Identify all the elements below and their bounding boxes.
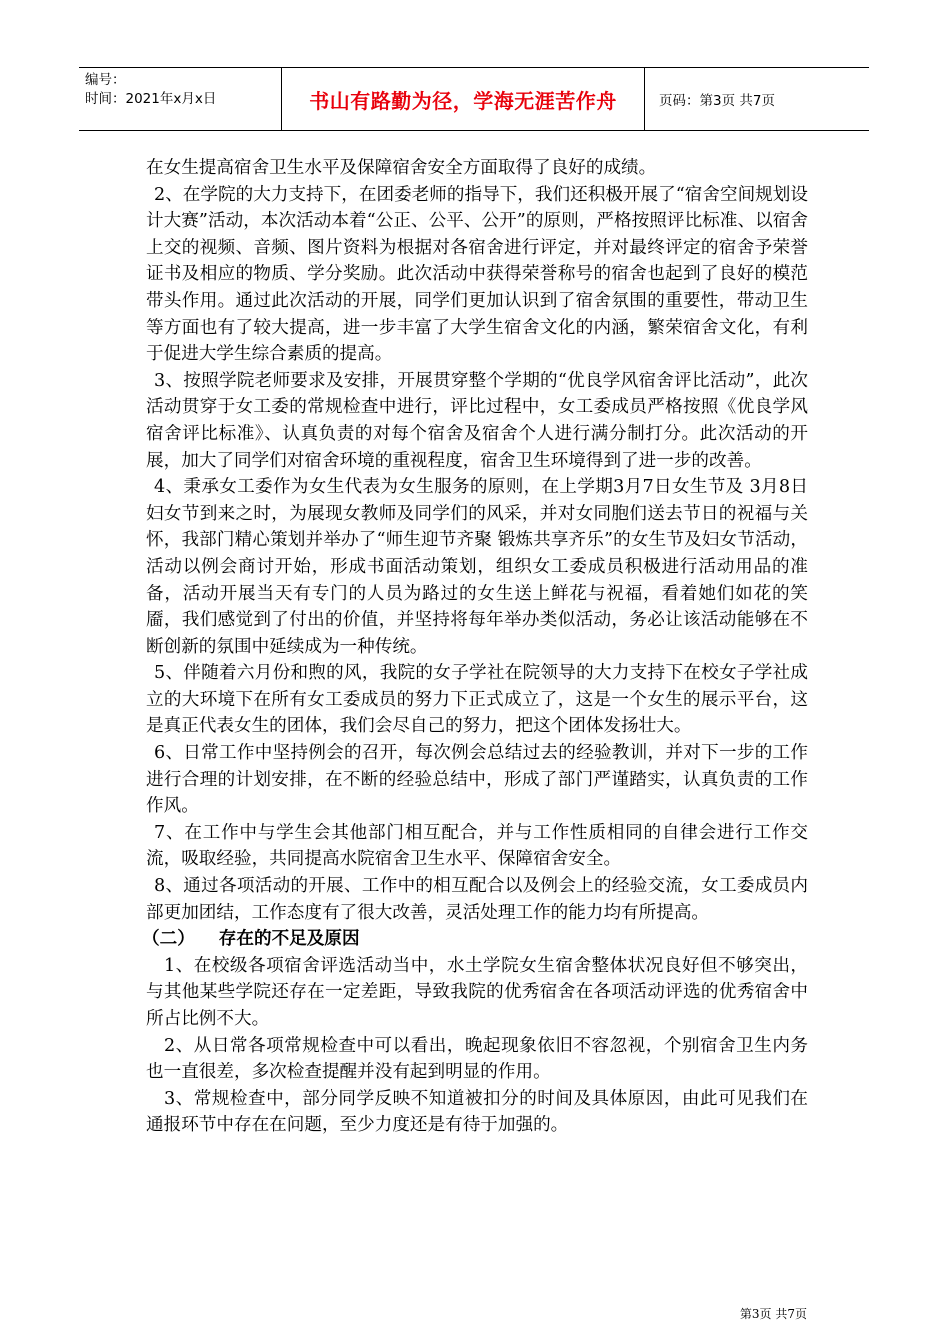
section-title: 存在的不足及原因	[218, 929, 360, 950]
paragraph-4: 4、秉承女工委作为女生代表为女生服务的原则，在上学期3月7日女生节及 3月8日妇女节到来之时，为展现女教师及同学们的风采，并对女同胞们送去节日的祝福与关怀，我部门精心策划并举办了“师生迎节齐聚 锻炼共享齐乐”的女生节及妇女节活动，活动以例会商讨开始，形成书面活动策划，组织女工委成员积极进行活动用品的准备，活动开展当天有专门的人员为路过的女生送上鲜花与祝福，看着她们如花的笑靥，我们感觉到了付出的价值，并坚持将每年举办类似活动，务必让该活动能够在不断创新的氛围中延续成为一种传统。	[146, 477, 808, 657]
paragraph-6: 6、日常工作中坚持例会的召开，每次例会总结过去的经验教训，并对下一步的工作进行合理的计划安排，在不断的经验总结中，形成了部门严谨踏实，认真负责的工作作风。	[146, 743, 808, 817]
header-meta	[79, 68, 282, 130]
paragraph-7: 7、在工作中与学生会其他部门相互配合，并与工作性质相同的自律会进行工作交流，吸取经验，共同提高水院宿舍卫生水平、保障宿舍安全。	[146, 822, 808, 870]
page-header	[79, 67, 869, 131]
paragraph-2: 2、在学院的大力支持下，在团委老师的指导下，我们还积极开展了“宿舍空间规划设计大赛”活动，本次活动本着“公正、公平、公开”的原则，严格按照评比标准、以宿舍上交的视频、音频、图片资料为根据对各宿舍进行评定，并对最终评定的宿舍予荣誉证书及相应的物质、学分奖励。此次活动中获得荣誉称号的宿舍也起到了良好的模范带头作用。通过此次活动的开展，同学们更加认识到了宿舍氛围的重要性，带动卫生等方面也有了较大提高，进一步丰富了大学生宿舍文化的内涵，繁荣宿舍文化，有利于促进大学生综合素质的提高。	[146, 184, 808, 365]
document-number-label: 编号：	[85, 72, 126, 88]
section-heading	[142, 926, 808, 953]
paragraph-1: 在女生提高宿舍卫生水平及保障宿舍安全方面取得了良好的成绩。	[146, 158, 657, 178]
paragraph-3: 3、按照学院老师要求及安排，开展贯穿整个学期的“优良学风宿舍评比活动”，此次活动贯穿于女工委的常规检查中进行，评比过程中，女工委成员严格按照《优良学风宿舍评比标准》、认真负责的对每个宿舍及宿舍个人进行满分制打分。此次活动的开展，加大了同学们对宿舍环境的重视程度，宿舍卫生环境得到了进一步的改善。	[146, 370, 808, 471]
issue-3: 3、常规检查中，部分同学反映不知道被扣分的时间及具体原因，由此可见我们在通报环节中存在在问题，至少力度还是有待于加强的。	[146, 1088, 808, 1136]
document-body	[142, 155, 808, 1139]
page-footer: 第3页 共7页	[739, 1307, 807, 1321]
header-motto: 书山有路勤为径，学海无涯苦作舟	[282, 68, 645, 130]
header-page-number: 页码：第3页 共7页	[659, 93, 775, 109]
paragraph-8: 8、通过各项活动的开展、工作中的相互配合以及例会上的经验交流，女工委成员内部更加团结，工作态度有了很大改善，灵活处理工作的能力均有所提高。	[146, 876, 808, 923]
paragraph-5: 5、伴随着六月份和煦的风，我院的女子学社在院领导的大力支持下在校女子学社成立的大环境下在所有女工委成员的努力下正式成立了，这是一个女生的展示平台，这是真正代表女生的团体，我们会尽自己的努力，把这个团体发扬壮大。	[146, 663, 808, 737]
document-date-label: 时间：2021年x月x日	[85, 91, 217, 107]
issue-1: 1、在校级各项宿舍评选活动当中，水土学院女生宿舍整体状况良好但不够突出，与其他某些学院还存在一定差距，导致我院的优秀宿舍在各项活动评选的优秀宿舍中所占比例不大。	[146, 955, 808, 1029]
issue-2: 2、从日常各项常规检查中可以看出，晚起现象依旧不容忽视，个别宿舍卫生内务也一直很差，多次检查提醒并没有起到明显的作用。	[146, 1035, 808, 1083]
section-number: （二）	[142, 929, 195, 950]
